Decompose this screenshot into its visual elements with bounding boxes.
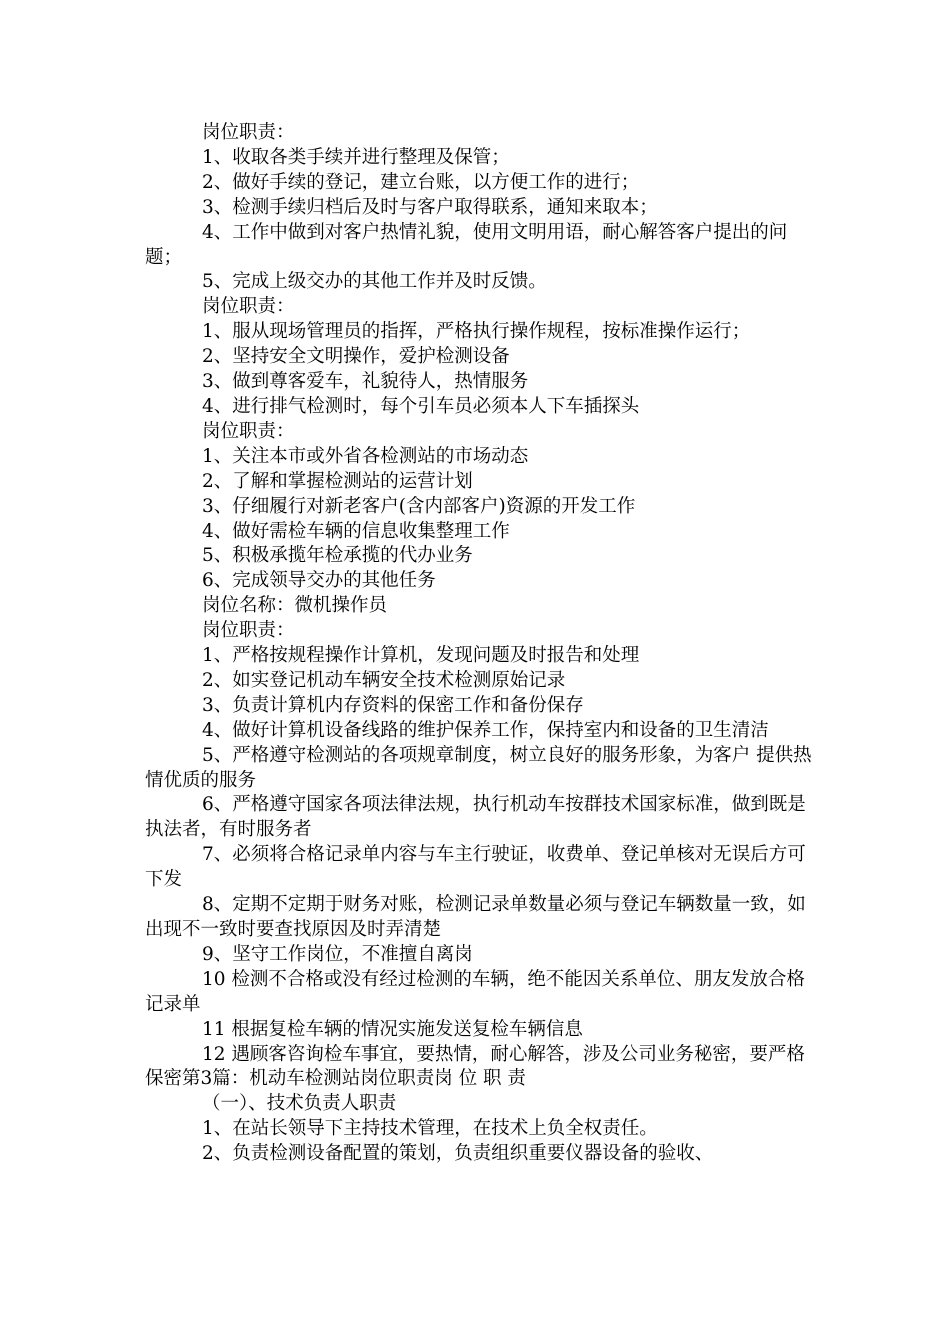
paragraph: 1、收取各类手续并进行整理及保管；: [202, 146, 510, 168]
paragraph: 2、了解和掌握检测站的运营计划: [202, 470, 473, 492]
paragraph: 6、完成领导交办的其他任务: [202, 570, 436, 592]
paragraph: 2、做好手续的登记，建立台账，以方便工作的进行；: [202, 171, 640, 193]
paragraph: 12 遇顾客咨询检车事宜，要热情，耐心解答，涉及公司业务秘密，要严格保密第3篇：机动车检测站岗位职责岗 位 职 责: [145, 1043, 805, 1090]
paragraph: 4、工作中做到对客户热情礼貌，使用文明用语，耐心解答客户提出的问题；: [145, 221, 788, 268]
paragraph: 1、关注本市或外省各检测站的市场动态: [202, 445, 529, 467]
paragraph: 4、做好计算机设备线路的维护保养工作，保持室内和设备的卫生清洁: [202, 719, 769, 741]
paragraph: 3、检测手续归档后及时与客户取得联系，通知来取本；: [202, 196, 658, 218]
paragraph: 5、完成上级交办的其他工作并及时反馈。: [202, 271, 547, 293]
paragraph: 3、仔细履行对新老客户(含内部客户)资源的开发工作: [202, 495, 636, 517]
paragraph: 9、坚守工作岗位，不准擅自离岗: [202, 943, 473, 965]
paragraph: 2、负责检测设备配置的策划，负责组织重要仪器设备的验收、: [202, 1143, 714, 1165]
paragraph: 2、坚持安全文明操作，爱护检测设备: [202, 346, 510, 368]
paragraph: 3、做到尊客爱车，礼貌待人，热情服务: [202, 371, 529, 393]
paragraph: 4、进行排气检测时，每个引车员必须本人下车插探头: [202, 395, 640, 417]
paragraph: 2、如实登记机动车辆安全技术检测原始记录: [202, 669, 566, 691]
paragraph: 8、定期不定期于财务对账，检测记录单数量必须与登记车辆数量一致，如出现不一致时要查找原因及时弄清楚: [145, 894, 806, 940]
paragraph: 3、负责计算机内存资料的保密工作和备份保存: [202, 694, 584, 716]
paragraph: 1、在站长领导下主持技术管理，在技术上负全权责任。: [202, 1118, 658, 1140]
paragraph: 5、严格遵守检测站的各项规章制度，树立良好的服务形象，为客户 提供热情优质的服务: [145, 744, 812, 791]
paragraph: 6、严格遵守国家各项法律法规，执行机动车按群技术国家标准，做到既是执法者，有时服务者: [145, 794, 806, 841]
paragraph: 岗位职责：: [202, 122, 295, 143]
paragraph: 1、严格按规程操作计算机，发现问题及时报告和处理: [202, 645, 640, 667]
paragraph: 11 根据复检车辆的情况实施发送复检车辆信息: [202, 1018, 583, 1040]
paragraph: 岗位职责：: [202, 296, 295, 318]
paragraph: 5、积极承揽年检承揽的代办业务: [202, 545, 473, 567]
paragraph: 7、必须将合格记录单内容与车主行驶证，收费单、登记单核对无误后方可下发: [145, 844, 806, 891]
paragraph: 4、做好需检车辆的信息收集整理工作: [202, 520, 510, 542]
paragraph: 1、服从现场管理员的指挥，严格执行操作规程，按标准操作运行；: [202, 321, 751, 343]
paragraph: 10 检测不合格或没有经过检测的车辆，绝不能因关系单位、朋友发放合格记录单: [145, 968, 805, 1015]
paragraph: 岗位名称：微机操作员: [202, 595, 388, 617]
paragraph: 岗位职责：: [202, 420, 295, 442]
paragraph: （一）、技术负责人职责: [202, 1093, 397, 1115]
document-body: [145, 121, 815, 1167]
paragraph: 岗位职责：: [202, 620, 295, 642]
